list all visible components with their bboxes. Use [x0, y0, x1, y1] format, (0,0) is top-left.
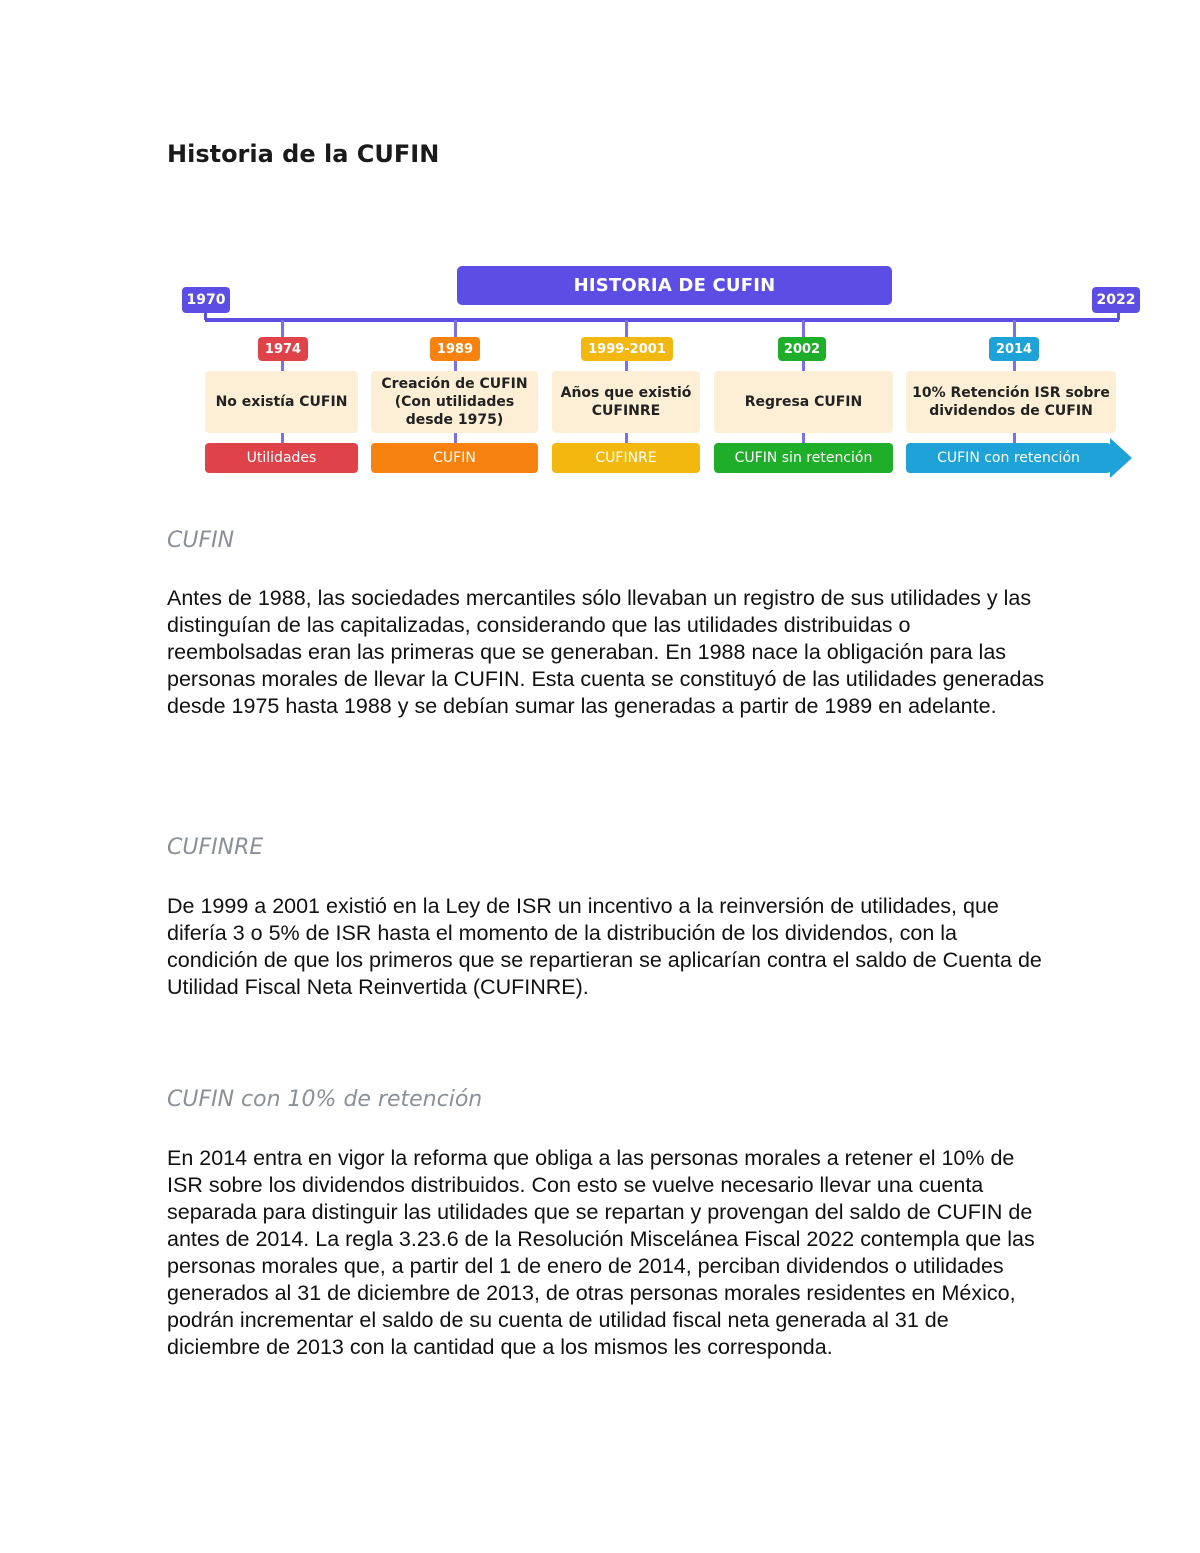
milestone-category: CUFIN sin retención	[714, 443, 893, 473]
milestone-description: No existía CUFIN	[205, 371, 358, 433]
milestone-year: 2014	[989, 337, 1039, 361]
milestone-year: 1989	[430, 337, 480, 361]
timeline-end-year: 2022	[1092, 287, 1140, 313]
timeline-arrow-icon	[1110, 438, 1132, 478]
section-heading-cufinre: CUFINRE	[167, 835, 264, 860]
milestone-year: 2002	[778, 337, 826, 361]
milestone-year: 1999-2001	[581, 337, 673, 361]
timeline-axis	[205, 318, 1119, 322]
milestone-description: Años que existió CUFINRE	[552, 371, 700, 433]
section-heading-cufin-retencion: CUFIN con 10% de retención	[167, 1087, 483, 1112]
timeline-start-year: 1970	[182, 287, 230, 313]
milestone-year: 1974	[258, 337, 308, 361]
section-body-cufin-retencion: En 2014 entra en vigor la reforma que obliga a las personas morales a retener el 10% de ISR sobre los dividendos distribuidos. Con esto se vuelve necesario llevar una cuenta separada para distinguir las utilidades que se repartan y provengan del saldo de CUFIN de antes de 2014. La regla 3.23.6 de la Resolución Miscelánea Fiscal 2022 contempla que las personas morales que, a partir del 1 de enero de 2014, perciban dividendos o utilidades generados al 31 de diciembre de 2013, de otras personas morales residentes en México, podrán incrementar el saldo de su cuenta de utilidad fiscal neta generada al 31 de diciembre de 2013 con la cantidad que a los mismos les corresponda.	[167, 1146, 1035, 1359]
timeline-start-stem	[204, 312, 207, 320]
section-body-cufin: Antes de 1988, las sociedades mercantiles sólo llevaban un registro de sus utilidades y las distinguían de las capitalizadas, considerando que las utilidades distribuidas o reembolsadas eran las primeras que se generaban. En 1988 nace la obligación para las personas morales de llevar la CUFIN. Esta cuenta se constituyó de las utilidades generadas desde 1975 hasta 1988 y se debían sumar las generadas a partir de 1989 en adelante.	[167, 586, 1045, 718]
milestone-description: Creación de CUFIN (Con utilidades desde 1975)	[371, 371, 538, 433]
timeline-end-stem	[1117, 312, 1120, 320]
section-heading-cufin: CUFIN	[167, 528, 235, 553]
timeline-diagram	[0, 0, 1200, 500]
milestone-category: Utilidades	[205, 443, 358, 473]
milestone-description: 10% Retención ISR sobre dividendos de CUFIN	[906, 371, 1116, 433]
timeline-title: HISTORIA DE CUFIN	[457, 266, 892, 305]
section-body-cufinre: De 1999 a 2001 existió en la Ley de ISR un incentivo a la reinversión de utilidades, que difería 3 o 5% de ISR hasta el momento de la distribución de los dividendos, con la condición de que los primeros que se repartieran se aplicarían contra el saldo de Cuenta de Utilidad Fiscal Neta Reinvertida (CUFINRE).	[167, 894, 1042, 999]
milestone-category: CUFIN con retención	[906, 443, 1111, 473]
milestone-category: CUFINRE	[552, 443, 700, 473]
milestone-description: Regresa CUFIN	[714, 371, 893, 433]
milestone-category: CUFIN	[371, 443, 538, 473]
page-title: Historia de la CUFIN	[167, 140, 440, 168]
